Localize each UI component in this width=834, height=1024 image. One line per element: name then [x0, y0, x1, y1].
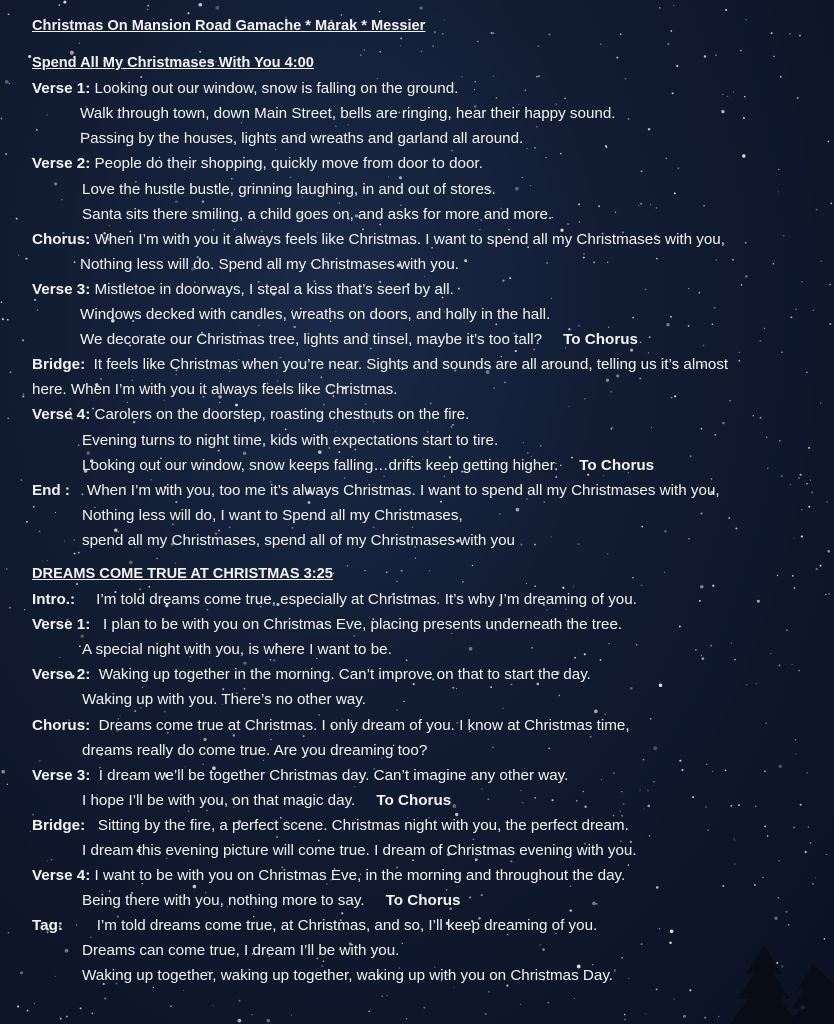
star — [645, 1013, 646, 1014]
lyric-line: Waking up together in the morning. Can’t improve on that to start the day. — [98, 666, 591, 684]
star — [381, 995, 383, 997]
star — [104, 997, 106, 999]
lyric-line: I’m told dreams come true, especially at Christmas. It’s why I’m dreaming of you. — [96, 591, 637, 609]
star — [80, 1007, 82, 1009]
to-chorus-cue: To Chorus — [376, 791, 452, 809]
star — [266, 1019, 270, 1023]
chorus-label: Chorus: — [32, 230, 91, 248]
lyric-line: When I’m with you, too me it’s always Christmas. I want to spend all my Christmases with you, — [86, 481, 720, 499]
star — [238, 1019, 242, 1023]
star — [239, 1000, 241, 1002]
chorus-label: Chorus: — [32, 716, 91, 734]
verse3-label: Verse 3: — [32, 766, 91, 784]
star — [369, 1010, 371, 1012]
star — [485, 1013, 487, 1015]
lyric-line: I want to be with you on Christmas Eve, in the morning and throughout the day. — [94, 867, 626, 885]
lyric-line: When I’m with you it always feels like Christmas. I want to spend all my Christmases with you, — [94, 230, 725, 248]
lyric-line: Windows decked with candles, wreaths on doors, and holly in the hall. — [80, 306, 551, 324]
bridge-label: Bridge: — [32, 816, 86, 834]
lyric-line: Nothing less will do, I want to Spend all my Christmases, — [82, 506, 463, 524]
lyric-line: I dream we’ll be together Christmas day. Can’t imagine any other way. — [98, 766, 569, 784]
star — [520, 1004, 521, 1005]
verse4-label: Verse 4: — [32, 406, 91, 424]
star — [624, 1014, 626, 1016]
verse3-label: Verse 3: — [32, 280, 91, 298]
end-label: End : — [32, 481, 70, 499]
star — [547, 1002, 549, 1004]
to-chorus-cue: To Chorus — [579, 456, 655, 474]
lyric-line: It feels like Christmas when you’re near. Sights and sounds are all around, telling us it’s almost — [93, 356, 729, 374]
star — [17, 1005, 19, 1007]
star — [291, 1015, 292, 1016]
star — [27, 1010, 29, 1012]
lyric-line: I’m told dreams come true, at Christmas, and so, I’ll keep dreaming of you. — [96, 917, 598, 935]
star — [406, 1018, 407, 1019]
star — [574, 998, 575, 999]
to-chorus-cue: To Chorus — [563, 331, 638, 349]
lyric-line: Mistletoe in doorways, I steal a kiss that’s seen by all. — [94, 280, 454, 298]
lyric-line: Waking up together, waking up together, waking up with you on Christmas Day. — [82, 967, 614, 985]
lyric-line: Walk through town, down Main Street, bells are ringing, hear their happy sound. — [80, 105, 616, 123]
tag-label: Tag: — [32, 917, 63, 935]
lyric-line: Waking up with you. There’s no other way. — [82, 691, 366, 709]
bridge-label: Bridge: — [32, 356, 86, 374]
star — [423, 1007, 425, 1009]
star — [66, 1016, 68, 1018]
star — [34, 1003, 35, 1004]
lyric-line: Dreams can come true, I dream I’ll be with you. — [82, 942, 400, 960]
lyric-line: dreams really do come true. Are you dreaming too? — [82, 741, 428, 759]
lyric-line: Sitting by the fire, a perfect scene. Christmas night with you, the perfect dream. — [97, 816, 629, 834]
to-chorus-cue: To Chorus — [385, 892, 461, 910]
verse4-label: Verse 4: — [32, 867, 91, 885]
lyric-line: We decorate our Christmas tree, lights and tinsel, maybe it’s too tall? — [80, 331, 543, 349]
star — [488, 991, 490, 993]
song-title-2: DREAMS COME TRUE AT CHRISTMAS 3:25 — [32, 565, 333, 582]
star — [183, 990, 184, 991]
verse2-label: Verse 2: — [32, 155, 91, 173]
album-header: Christmas On Mansion Road Gamache * Marak * Messier — [32, 18, 426, 34]
intro-label: Intro.: — [32, 591, 76, 609]
lyric-line: Passing by the houses, lights and wreaths and garland all around. — [80, 130, 524, 148]
star — [683, 1015, 686, 1018]
lyric-line: I hope I’ll be with you, on that magic day. — [82, 791, 356, 809]
verse1-label: Verse 1: — [32, 616, 91, 634]
lyric-line: Looking out our window, snow keeps falling…drifts keep getting higher. — [82, 456, 559, 474]
star — [656, 988, 658, 990]
lyric-line: spend all my Christmases, spend all of my Christmases with you — [82, 531, 515, 549]
lyric-line: Carolers on the doorstep, roasting chestnuts on the fire. — [94, 406, 470, 424]
lyric-line: Santa sits there smiling, a child goes on, and asks for more and more. — [82, 205, 553, 223]
verse1-label: Verse 1: — [32, 80, 91, 98]
star — [213, 1005, 214, 1006]
verse2-label: Verse 2: — [32, 666, 91, 684]
star — [92, 1013, 94, 1015]
star — [624, 1018, 626, 1020]
lyric-line: I dream this evening picture will come true. I dream of Christmas evening with you. — [82, 842, 637, 859]
lyric-line: I plan to be with you on Christmas Eve, placing presents underneath the tree. — [102, 616, 623, 634]
star — [170, 1005, 172, 1007]
lyric-line: A special night with you, is where I want to be. — [82, 641, 392, 659]
lyric-line: Love the hustle bustle, grinning laughing, in and out of stores. — [82, 180, 496, 198]
lyric-line: Being there with you, nothing more to say. — [82, 892, 365, 910]
lyric-line: Evening turns to night time, kids with expectations start to tire. — [82, 431, 499, 449]
star — [387, 995, 388, 996]
star — [60, 1018, 62, 1020]
lyric-line: Dreams come true at Christmas. I only dream of you. I know at Christmas time, — [98, 716, 630, 734]
lyric-line: here. When I’m with you it always feels like Christmas. — [32, 381, 398, 399]
star — [251, 1014, 253, 1016]
star — [689, 989, 691, 991]
lyric-line: People do their shopping, quickly move from door to door. — [94, 155, 483, 173]
song-title-1: Spend All My Christmases With You 4:00 — [32, 55, 314, 72]
lyric-line: Looking out our window, snow is falling on the ground. — [94, 80, 459, 98]
star — [673, 998, 674, 999]
lyric-line: Nothing less will do. Spend all my Christmases with you. — [80, 255, 459, 273]
